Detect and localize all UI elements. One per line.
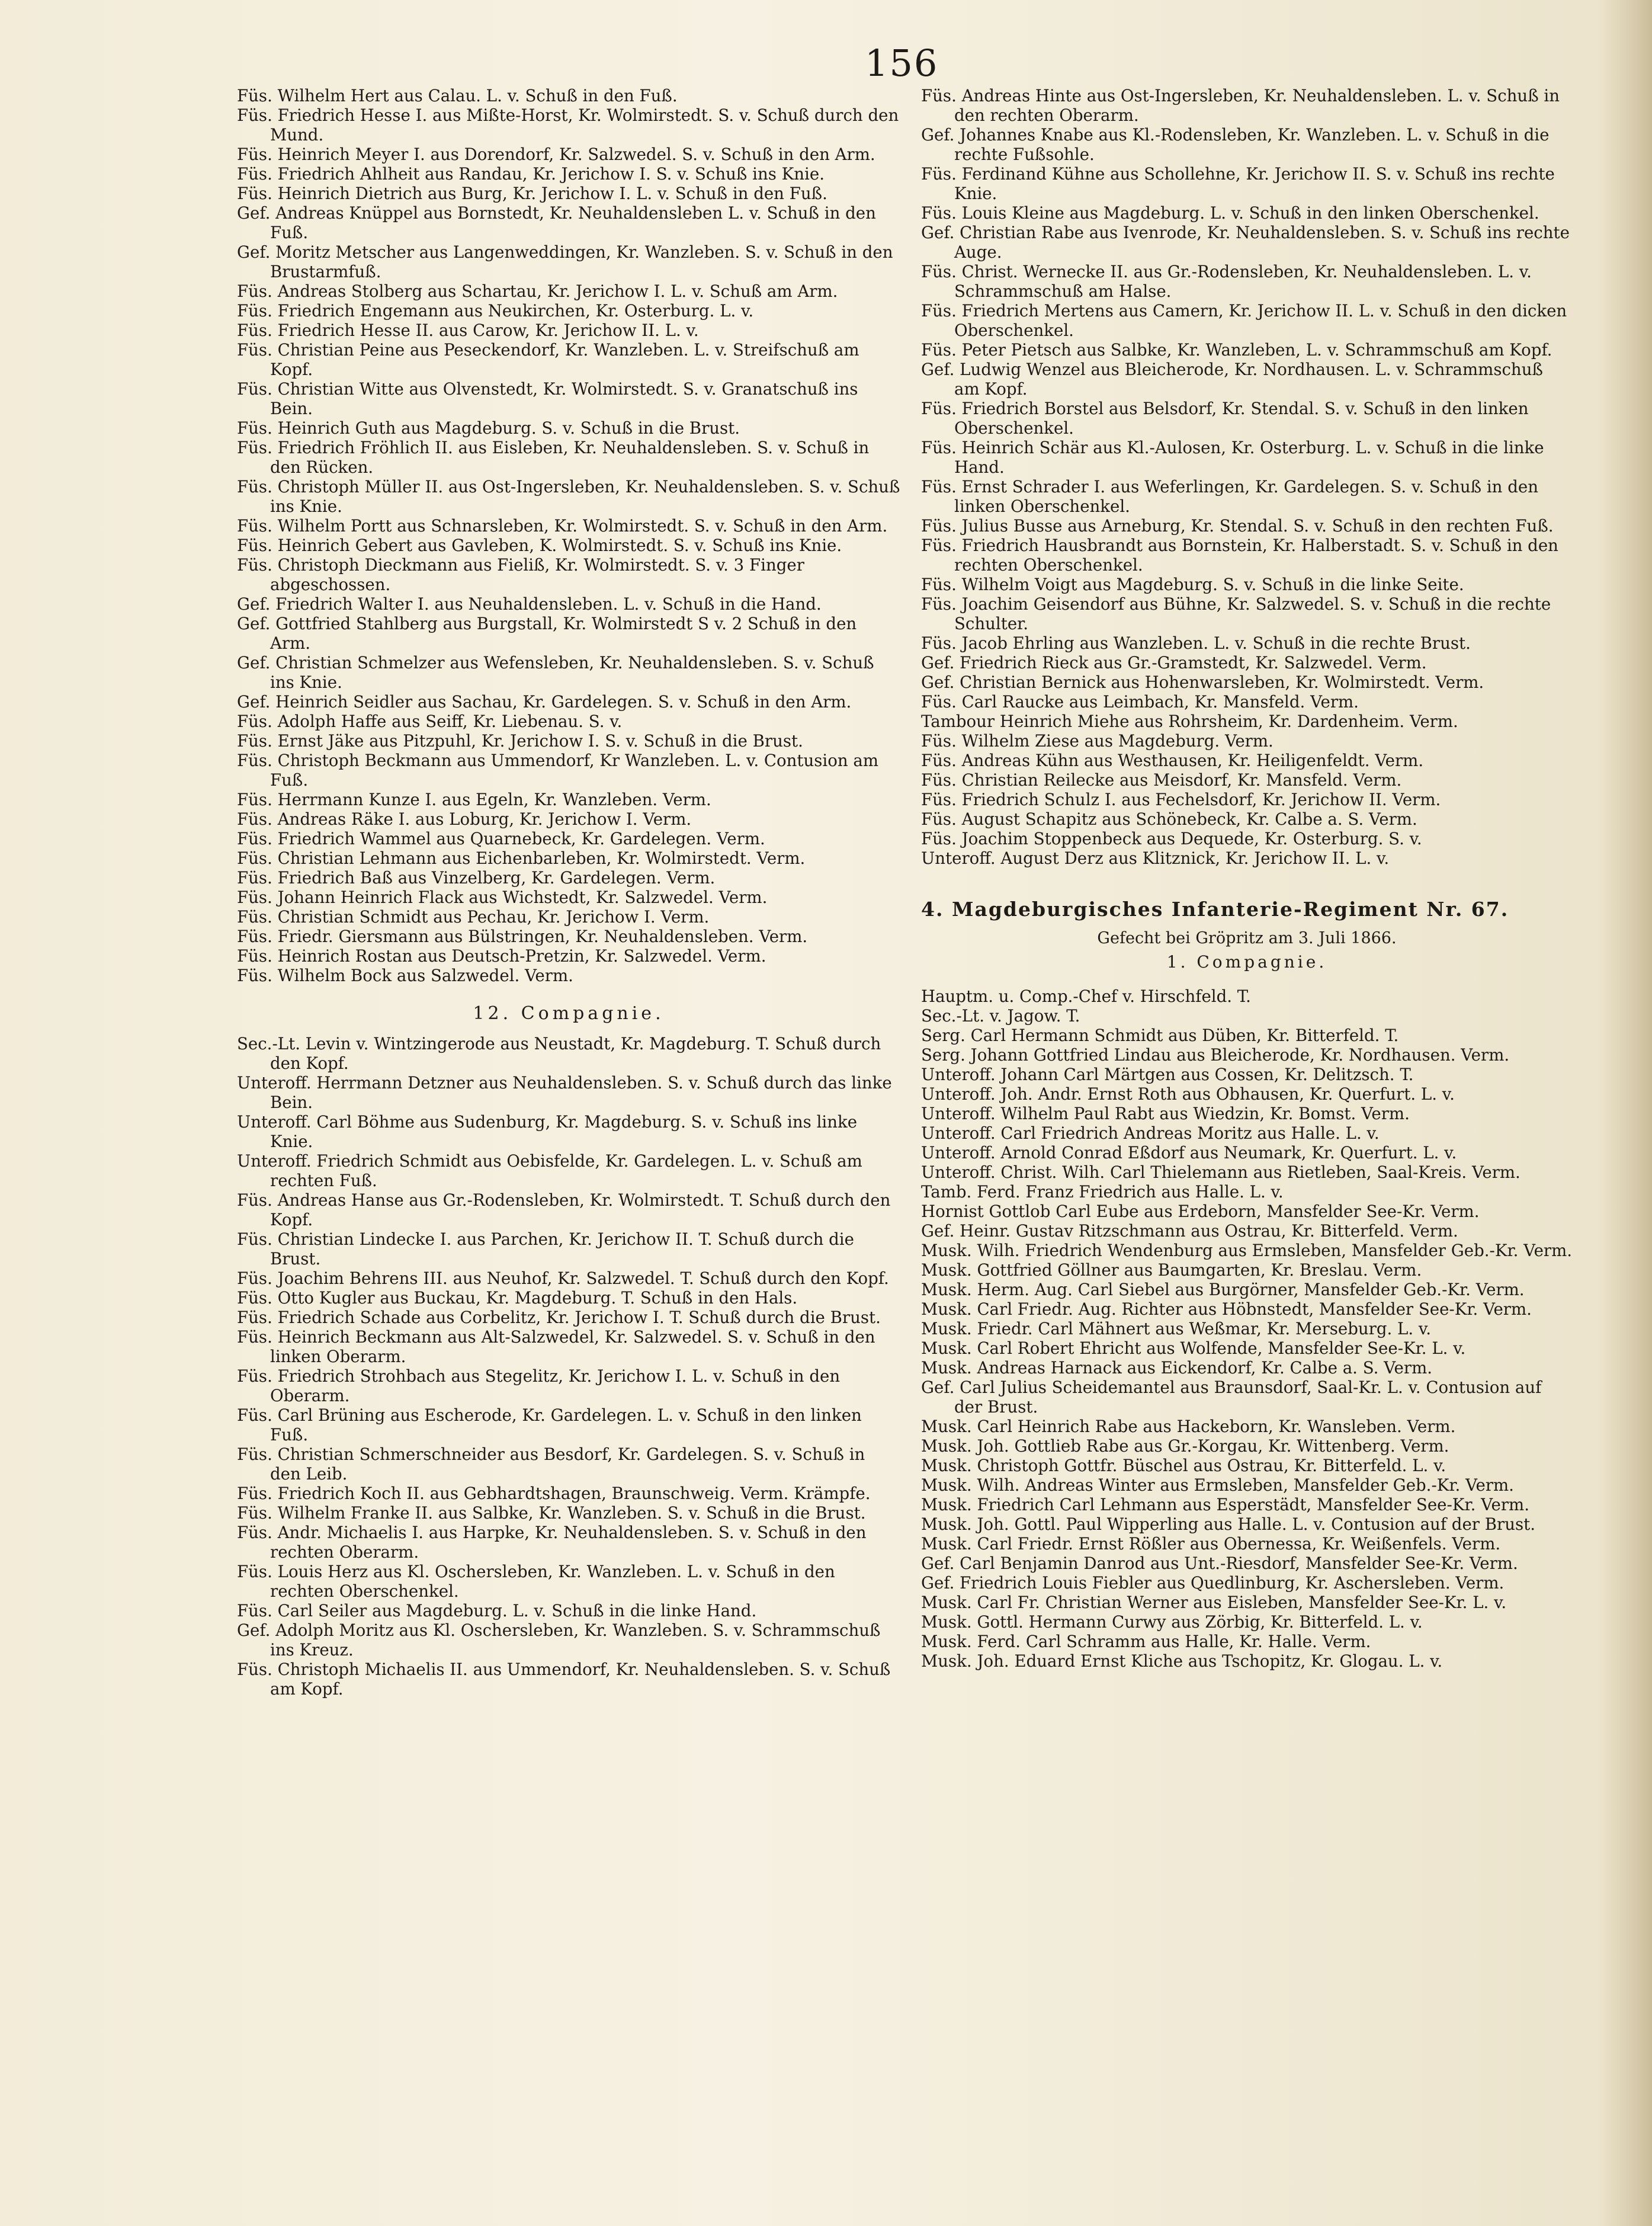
casualty-entry: Füs. Friedrich Baß aus Vinzelberg, Kr. Gardelegen. Verm. bbox=[237, 868, 716, 888]
casualty-entry: Musk. Joh. Eduard Ernst Kliche aus Tschopitz, Kr. Glogau. L. v. bbox=[921, 1651, 1443, 1671]
casualty-entry: Gef. Christian Rabe aus Ivenrode, Kr. Neuhaldensleben. S. v. Schuß ins rechte Auge. bbox=[921, 223, 1570, 262]
casualty-entry: Füs. Friedrich Mertens aus Camern, Kr. Jerichow II. L. v. Schuß in den dicken Oberschenkel. bbox=[921, 301, 1567, 340]
casualty-entry: Füs. Peter Pietsch aus Salbke, Kr. Wanzleben, L. v. Schrammschuß am Kopf. bbox=[921, 340, 1552, 360]
casualty-entry: Hornist Gottlob Carl Eube aus Erdeborn, Mansfelder See-Kr. Verm. bbox=[921, 1202, 1480, 1221]
casualty-entry: Unteroff. Johann Carl Märtgen aus Cossen, Kr. Delitzsch. T. bbox=[921, 1065, 1414, 1084]
casualty-entry: Unteroff. Carl Böhme aus Sudenburg, Kr. Magdeburg. S. v. Schuß ins linke Knie. bbox=[237, 1112, 858, 1151]
left-entries-list bbox=[237, 86, 900, 985]
casualty-entry: Füs. Wilhelm Hert aus Calau. L. v. Schuß in den Fuß. bbox=[237, 86, 678, 105]
casualty-entry: Hauptm. u. Comp.-Chef v. Hirschfeld. T. bbox=[921, 987, 1251, 1006]
casualty-entry: Gef. Johannes Knabe aus Kl.-Rodensleben, Kr. Wanzleben. L. v. Schuß in die rechte Fußsohle. bbox=[921, 125, 1550, 164]
casualty-entry: Füs. Johann Heinrich Flack aus Wichstedt, Kr. Salzwedel. Verm. bbox=[237, 888, 768, 907]
casualty-entry: Füs. Louis Herz aus Kl. Oschersleben, Kr. Wanzleben. L. v. Schuß in den rechten Oberschenkel. bbox=[237, 1562, 835, 1601]
casualty-entry: Füs. Carl Raucke aus Leimbach, Kr. Mansfeld. Verm. bbox=[921, 692, 1359, 712]
casualty-entry: Musk. Gottfried Göllner aus Baumgarten, Kr. Breslau. Verm. bbox=[921, 1260, 1422, 1280]
casualty-entry: Musk. Carl Friedr. Ernst Rößler aus Obernessa, Kr. Weißenfels. Verm. bbox=[921, 1534, 1501, 1554]
battle-subheading: Gefecht bei Gröpritz am 3. Juli 1866. bbox=[1097, 929, 1397, 947]
casualty-entry: Füs. Christian Witte aus Olvenstedt, Kr. Wolmirstedt. S. v. Granatschuß ins Bein. bbox=[237, 379, 858, 418]
casualty-entry: Füs. Heinrich Guth aus Magdeburg. S. v. Schuß in die Brust. bbox=[237, 418, 740, 438]
casualty-entry: Füs. Christoph Michaelis II. aus Ummendorf, Kr. Neuhaldensleben. S. v. Schuß am Kopf. bbox=[237, 1660, 891, 1699]
casualty-entry: Füs. Wilhelm Bock aus Salzwedel. Verm. bbox=[237, 966, 573, 985]
regiment-heading: 4. Magdeburgisches Infanterie-Regiment Nr. 67. bbox=[921, 898, 1509, 921]
casualty-entry: Gef. Andreas Knüppel aus Bornstedt, Kr. Neuhaldensleben L. v. Schuß in den Fuß. bbox=[237, 203, 876, 242]
casualty-entry: Gef. Heinr. Gustav Ritzschmann aus Ostrau, Kr. Bitterfeld. Verm. bbox=[921, 1221, 1458, 1241]
casualty-entry: Sec.-Lt. v. Jagow. T. bbox=[921, 1006, 1080, 1026]
casualty-entry: Füs. Friedr. Giersmann aus Bülstringen, Kr. Neuhaldensleben. Verm. bbox=[237, 927, 808, 946]
casualty-entry: Füs. Friedrich Hesse II. aus Carow, Kr. Jerichow II. L. v. bbox=[237, 321, 699, 340]
casualty-entry: Füs. Christian Peine aus Peseckendorf, Kr. Wanzleben. L. v. Streifschuß am Kopf. bbox=[237, 340, 859, 379]
casualty-entry: Musk. Carl Robert Ehricht aus Wolfende, Mansfelder See-Kr. L. v. bbox=[921, 1338, 1466, 1358]
casualty-entry: Gef. Adolph Moritz aus Kl. Oschersleben, Kr. Wanzleben. S. v. Schrammschuß ins Kreuz. bbox=[237, 1620, 881, 1660]
casualty-entry: Füs. Otto Kugler aus Buckau, Kr. Magdeburg. T. Schuß in den Hals. bbox=[237, 1288, 798, 1308]
casualty-entry: Füs. Louis Kleine aus Magdeburg. L. v. Schuß in den linken Oberschenkel. bbox=[921, 203, 1539, 223]
casualty-entry: Gef. Carl Julius Scheidemantel aus Braunsdorf, Saal-Kr. L. v. Contusion auf der Brust. bbox=[921, 1378, 1542, 1417]
casualty-entry: Serg. Johann Gottfried Lindau aus Bleicherode, Kr. Nordhausen. Verm. bbox=[921, 1045, 1510, 1065]
casualty-entry: Füs. Friedrich Strohbach aus Stegelitz, Kr. Jerichow I. L. v. Schuß in den Oberarm. bbox=[237, 1366, 841, 1405]
casualty-entry: Füs. Heinrich Dietrich aus Burg, Kr. Jerichow I. L. v. Schuß in den Fuß. bbox=[237, 184, 827, 203]
casualty-entry: Füs. Heinrich Schär aus Kl.-Aulosen, Kr. Osterburg. L. v. Schuß in die linke Hand. bbox=[921, 438, 1544, 477]
casualty-entry: Musk. Friedrich Carl Lehmann aus Esperstädt, Mansfelder See-Kr. Verm. bbox=[921, 1495, 1529, 1514]
casualty-entry: Füs. August Schapitz aus Schönebeck, Kr. Calbe a. S. Verm. bbox=[921, 809, 1417, 829]
casualty-entry: Musk. Gottl. Hermann Curwy aus Zörbig, Kr. Bitterfeld. L. v. bbox=[921, 1612, 1423, 1632]
casualty-entry: Unteroff. Christ. Wilh. Carl Thielemann aus Rietleben, Saal-Kreis. Verm. bbox=[921, 1162, 1521, 1182]
casualty-entry: Gef. Christian Bernick aus Hohenwarsleben, Kr. Wolmirstedt. Verm. bbox=[921, 672, 1484, 692]
casualty-entry: Musk. Wilh. Andreas Winter aus Ermsleben, Mansfelder Geb.-Kr. Verm. bbox=[921, 1475, 1514, 1495]
casualty-entry: Füs. Christian Schmerschneider aus Besdorf, Kr. Gardelegen. S. v. Schuß in den Leib. bbox=[237, 1445, 865, 1484]
casualty-entry: Unteroff. Friedrich Schmidt aus Oebisfelde, Kr. Gardelegen. L. v. Schuß am rechten Fuß. bbox=[237, 1151, 862, 1190]
casualty-entry: Füs. Christian Lindecke I. aus Parchen, Kr. Jerichow II. T. Schuß durch die Brust. bbox=[237, 1229, 854, 1269]
casualty-entry: Füs. Joachim Stoppenbeck aus Dequede, Kr. Osterburg. S. v. bbox=[921, 829, 1422, 848]
casualty-entry: Gef. Christian Schmelzer aus Wefensleben, Kr. Neuhaldensleben. S. v. Schuß ins Knie. bbox=[237, 653, 874, 692]
casualty-entry: Gef. Moritz Metscher aus Langenweddingen, Kr. Wanzleben. S. v. Schuß in den Brustarmfuß. bbox=[237, 242, 893, 281]
casualty-entry: Füs. Friedrich Hausbrandt aus Bornstein, Kr. Halberstadt. S. v. Schuß in den rechten Oberschenkel. bbox=[921, 536, 1558, 575]
casualty-entry: Gef. Friedrich Louis Fiebler aus Quedlinburg, Kr. Aschersleben. Verm. bbox=[921, 1573, 1505, 1593]
casualty-entry: Füs. Christoph Müller II. aus Ost-Ingersleben, Kr. Neuhaldensleben. S. v. Schuß ins Knie. bbox=[237, 477, 900, 516]
casualty-entry: Füs. Friedrich Koch II. aus Gebhardtshagen, Braunschweig. Verm. Krämpfe. bbox=[237, 1484, 871, 1503]
casualty-entry: Füs. Friedrich Wammel aus Quarnebeck, Kr. Gardelegen. Verm. bbox=[237, 829, 765, 848]
casualty-entry: Gef. Carl Benjamin Danrod aus Unt.-Riesdorf, Mansfelder See-Kr. Verm. bbox=[921, 1554, 1518, 1573]
casualty-entry: Musk. Joh. Gottlieb Rabe aus Gr.-Korgau, Kr. Wittenberg. Verm. bbox=[921, 1436, 1449, 1456]
casualty-entry: Füs. Friedrich Ahlheit aus Randau, Kr. Jerichow I. S. v. Schuß ins Knie. bbox=[237, 164, 825, 184]
casualty-entry: Musk. Joh. Gottl. Paul Wipperling aus Halle. L. v. Contusion auf der Brust. bbox=[921, 1514, 1536, 1534]
casualty-entry: Tamb. Ferd. Franz Friedrich aus Halle. L. v. bbox=[921, 1182, 1284, 1202]
casualty-entry: Unteroff. Wilhelm Paul Rabt aus Wiedzin, Kr. Bomst. Verm. bbox=[921, 1104, 1410, 1123]
casualty-entry: Musk. Christoph Gottfr. Büschel aus Ostrau, Kr. Bitterfeld. L. v. bbox=[921, 1456, 1446, 1475]
casualty-entry: Füs. Joachim Behrens III. aus Neuhof, Kr. Salzwedel. T. Schuß durch den Kopf. bbox=[237, 1269, 889, 1288]
casualty-entry: Füs. Heinrich Rostan aus Deutsch-Pretzin, Kr. Salzwedel. Verm. bbox=[237, 946, 766, 966]
casualty-entry: Füs. Andreas Räke I. aus Loburg, Kr. Jerichow I. Verm. bbox=[237, 809, 692, 829]
casualty-entry: Unteroff. August Derz aus Klitznick, Kr. Jerichow II. L. v. bbox=[921, 848, 1390, 868]
casualty-entry: Füs. Wilhelm Voigt aus Magdeburg. S. v. Schuß in die linke Seite. bbox=[921, 575, 1464, 594]
casualty-entry: Füs. Ferdinand Kühne aus Schollehne, Kr. Jerichow II. S. v. Schuß ins rechte Knie. bbox=[921, 164, 1555, 203]
left-column bbox=[237, 86, 900, 1699]
page-edge-shadow bbox=[1599, 0, 1652, 2226]
casualty-entry: Unteroff. Herrmann Detzner aus Neuhaldensleben. S. v. Schuß durch das linke Bein. bbox=[237, 1073, 892, 1112]
casualty-entry: Füs. Andreas Stolberg aus Schartau, Kr. Jerichow I. L. v. Schuß am Arm. bbox=[237, 281, 838, 301]
casualty-entry: Füs. Friedrich Fröhlich II. aus Eisleben, Kr. Neuhaldensleben. S. v. Schuß in den Rücken. bbox=[237, 438, 870, 477]
casualty-entry: Füs. Ernst Schrader I. aus Weferlingen, Kr. Gardelegen. S. v. Schuß in den linken Oberschenkel. bbox=[921, 477, 1538, 516]
casualty-entry: Musk. Wilh. Friedrich Wendenburg aus Ermsleben, Mansfelder Geb.-Kr. Verm. bbox=[921, 1241, 1573, 1260]
casualty-entry: Füs. Andreas Kühn aus Westhausen, Kr. Heiligenfeldt. Verm. bbox=[921, 751, 1424, 770]
casualty-entry: Musk. Ferd. Carl Schramm aus Halle, Kr. Halle. Verm. bbox=[921, 1632, 1371, 1651]
company-12-entries-list bbox=[237, 1034, 900, 1699]
casualty-entry: Füs. Christ. Wernecke II. aus Gr.-Rodensleben, Kr. Neuhaldensleben. L. v. Schrammschuß am Halse. bbox=[921, 262, 1532, 301]
casualty-entry: Musk. Herm. Aug. Carl Siebel aus Burgörner, Mansfelder Geb.-Kr. Verm. bbox=[921, 1280, 1525, 1299]
casualty-entry: Unteroff. Arnold Conrad Eßdorf aus Neumark, Kr. Querfurt. L. v. bbox=[921, 1143, 1457, 1162]
company-12-heading: 12. Compagnie. bbox=[473, 1003, 665, 1024]
casualty-entry: Füs. Carl Brüning aus Escherode, Kr. Gardelegen. L. v. Schuß in den linken Fuß. bbox=[237, 1405, 862, 1445]
company-1-entries-list bbox=[921, 987, 1573, 1671]
right-column bbox=[921, 86, 1573, 1671]
casualty-entry: Füs. Andreas Hinte aus Ost-Ingersleben, Kr. Neuhaldensleben. L. v. Schuß in den rechten Oberarm. bbox=[921, 86, 1560, 125]
casualty-entry: Füs. Herrmann Kunze I. aus Egeln, Kr. Wanzleben. Verm. bbox=[237, 790, 711, 809]
company-1-heading: 1. Compagnie. bbox=[1166, 952, 1327, 972]
casualty-entry: Füs. Christoph Beckmann aus Ummendorf, Kr Wanzleben. L. v. Contusion am Fuß. bbox=[237, 751, 878, 790]
casualty-entry: Musk. Carl Friedr. Aug. Richter aus Höbnstedt, Mansfelder See-Kr. Verm. bbox=[921, 1299, 1532, 1319]
casualty-entry: Füs. Heinrich Meyer I. aus Dorendorf, Kr. Salzwedel. S. v. Schuß in den Arm. bbox=[237, 145, 875, 164]
casualty-entry: Füs. Wilhelm Portt aus Schnarsleben, Kr. Wolmirstedt. S. v. Schuß in den Arm. bbox=[237, 516, 888, 536]
casualty-entry: Unteroff. Joh. Andr. Ernst Roth aus Obhausen, Kr. Querfurt. L. v. bbox=[921, 1084, 1455, 1104]
casualty-entry: Füs. Heinrich Gebert aus Gavleben, K. Wolmirstedt. S. v. Schuß ins Knie. bbox=[237, 536, 842, 555]
casualty-entry: Musk. Carl Heinrich Rabe aus Hackeborn, Kr. Wansleben. Verm. bbox=[921, 1417, 1456, 1436]
casualty-entry: Füs. Carl Seiler aus Magdeburg. L. v. Schuß in die linke Hand. bbox=[237, 1601, 757, 1620]
casualty-entry: Füs. Friedrich Engemann aus Neukirchen, Kr. Osterburg. L. v. bbox=[237, 301, 754, 321]
casualty-entry: Füs. Julius Busse aus Arneburg, Kr. Stendal. S. v. Schuß in den rechten Fuß. bbox=[921, 516, 1554, 536]
casualty-entry: Füs. Andreas Hanse aus Gr.-Rodensleben, Kr. Wolmirstedt. T. Schuß durch den Kopf. bbox=[237, 1190, 891, 1229]
casualty-entry: Füs. Joachim Geisendorf aus Bühne, Kr. Salzwedel. S. v. Schuß in die rechte Schulter. bbox=[921, 594, 1551, 633]
casualty-entry: Füs. Christian Schmidt aus Pechau, Kr. Jerichow I. Verm. bbox=[237, 907, 710, 927]
casualty-entry: Füs. Wilhelm Ziese aus Magdeburg. Verm. bbox=[921, 731, 1274, 751]
casualty-entry: Musk. Friedr. Carl Mähnert aus Weßmar, Kr. Merseburg. L. v. bbox=[921, 1319, 1431, 1338]
casualty-entry: Füs. Christian Lehmann aus Eichenbarleben, Kr. Wolmirstedt. Verm. bbox=[237, 848, 806, 868]
casualty-entry: Musk. Carl Fr. Christian Werner aus Eisleben, Mansfelder See-Kr. L. v. bbox=[921, 1593, 1507, 1612]
casualty-entry: Gef. Gottfried Stahlberg aus Burgstall, Kr. Wolmirstedt S v. 2 Schuß in den Arm. bbox=[237, 614, 857, 653]
casualty-entry: Füs. Ernst Jäke aus Pitzpuhl, Kr. Jerichow I. S. v. Schuß in die Brust. bbox=[237, 731, 803, 751]
casualty-entry: Gef. Friedrich Rieck aus Gr.-Gramstedt, Kr. Salzwedel. Verm. bbox=[921, 653, 1427, 672]
casualty-entry: Füs. Friedrich Schade aus Corbelitz, Kr. Jerichow I. T. Schuß durch die Brust. bbox=[237, 1308, 881, 1327]
casualty-entry: Füs. Adolph Haffe aus Seiff, Kr. Liebenau. S. v. bbox=[237, 712, 623, 731]
casualty-entry: Füs. Wilhelm Franke II. aus Salbke, Kr. Wanzleben. S. v. Schuß in die Brust. bbox=[237, 1503, 866, 1523]
casualty-entry: Gef. Heinrich Seidler aus Sachau, Kr. Gardelegen. S. v. Schuß in den Arm. bbox=[237, 692, 852, 712]
right-entries-list bbox=[921, 86, 1573, 868]
casualty-entry: Füs. Friedrich Hesse I. aus Mißte-Horst, Kr. Wolmirstedt. S. v. Schuß durch den Mund. bbox=[237, 105, 899, 145]
casualty-entry: Füs. Friedrich Borstel aus Belsdorf, Kr. Stendal. S. v. Schuß in den linken Oberschenkel. bbox=[921, 399, 1529, 438]
casualty-entry: Füs. Friedrich Schulz I. aus Fechelsdorf, Kr. Jerichow II. Verm. bbox=[921, 790, 1441, 809]
casualty-entry: Tambour Heinrich Miehe aus Rohrsheim, Kr. Dardenheim. Verm. bbox=[921, 712, 1458, 731]
casualty-entry: Unteroff. Carl Friedrich Andreas Moritz aus Halle. L. v. bbox=[921, 1123, 1380, 1143]
casualty-entry: Serg. Carl Hermann Schmidt aus Düben, Kr. Bitterfeld. T. bbox=[921, 1026, 1399, 1045]
casualty-entry: Füs. Christian Reilecke aus Meisdorf, Kr. Mansfeld. Verm. bbox=[921, 770, 1402, 790]
casualty-entry: Gef. Ludwig Wenzel aus Bleicherode, Kr. Nordhausen. L. v. Schrammschuß am Kopf. bbox=[921, 360, 1543, 399]
casualty-entry: Sec.-Lt. Levin v. Wintzingerode aus Neustadt, Kr. Magdeburg. T. Schuß durch den Kopf. bbox=[237, 1034, 881, 1073]
casualty-entry: Gef. Friedrich Walter I. aus Neuhaldensleben. L. v. Schuß in die Hand. bbox=[237, 594, 822, 614]
casualty-entry: Musk. Andreas Harnack aus Eickendorf, Kr. Calbe a. S. Verm. bbox=[921, 1358, 1433, 1378]
casualty-entry: Füs. Heinrich Beckmann aus Alt-Salzwedel, Kr. Salzwedel. S. v. Schuß in den linken Oberarm. bbox=[237, 1327, 875, 1366]
casualty-entry: Füs. Jacob Ehrling aus Wanzleben. L. v. Schuß in die rechte Brust. bbox=[921, 633, 1471, 653]
casualty-entry: Füs. Andr. Michaelis I. aus Harpke, Kr. Neuhaldensleben. S. v. Schuß in den rechten Oberarm. bbox=[237, 1523, 867, 1562]
page-number: 156 bbox=[865, 41, 939, 85]
casualty-entry: Füs. Christoph Dieckmann aus Fieliß, Kr. Wolmirstedt. S. v. 3 Finger abgeschossen. bbox=[237, 555, 804, 594]
